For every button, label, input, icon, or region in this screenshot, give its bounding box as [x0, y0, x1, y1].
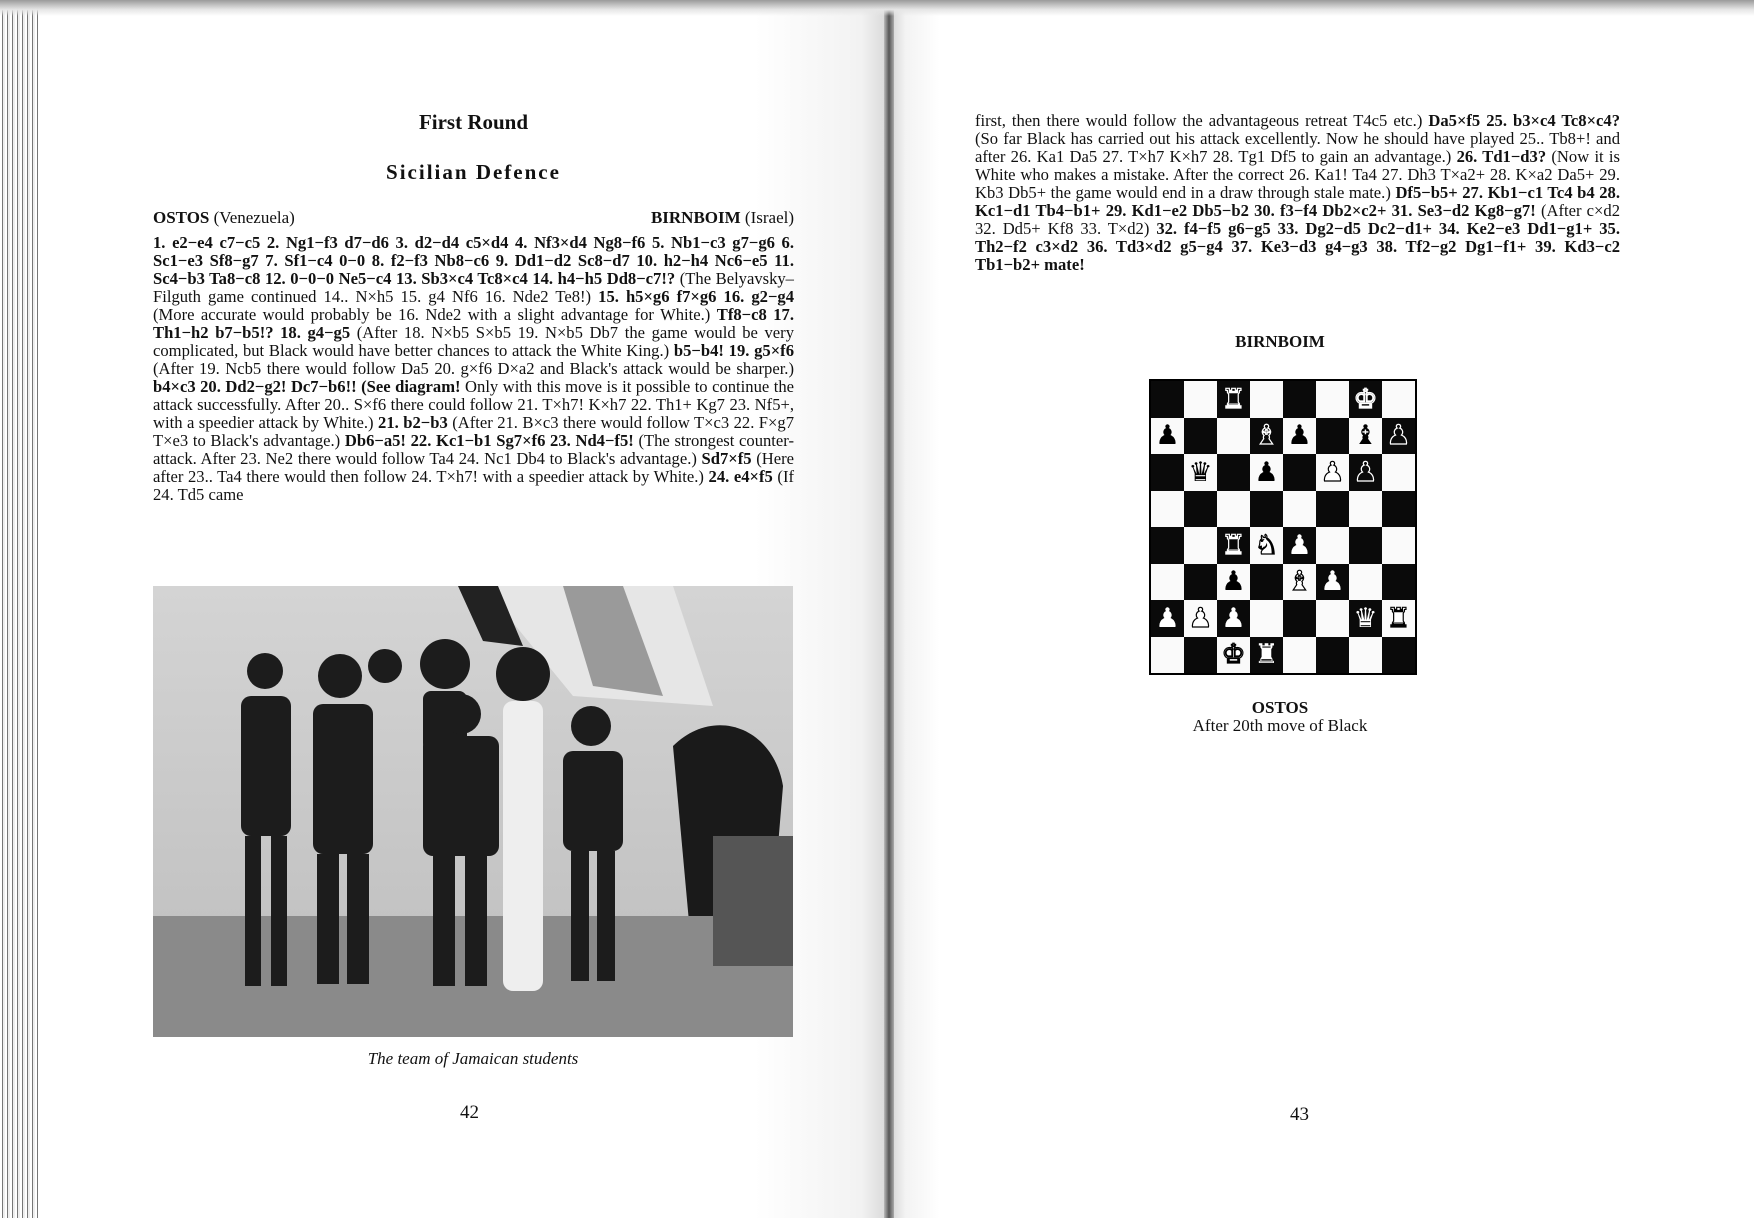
game-annotation-right — [975, 112, 1620, 274]
square-g5 — [1349, 491, 1382, 528]
square-b5 — [1184, 491, 1217, 528]
square-g8 — [1349, 381, 1382, 418]
move-text: Sd7×f5 — [701, 449, 752, 468]
black-player-name: BIRNBOIM — [650, 208, 741, 227]
commentary-text: (So far Black has carried out his attack excellently. Now he should have played 25.. Tb8+! and after 26. Ka1 Da5 27. T×h7 K×h7 28. Tg1 Df5 to gain an advantage.) — [975, 129, 1620, 166]
commentary-text: first, then there would follow the advantageous retreat T4c5 etc.) — [975, 111, 1429, 130]
square-d1 — [1250, 637, 1283, 674]
commentary-text: (After c×d2 32. Dd5+ Kf8 33. T×d2) — [975, 201, 1620, 238]
square-e1 — [1283, 637, 1316, 674]
square-f4 — [1316, 527, 1349, 564]
white-king-icon: ♚ — [1221, 639, 1246, 671]
commentary-text: (After 21. B×c3 there would follow T×c3 22. F×g7 T×e3 to Black's advantage.) — [153, 413, 794, 450]
square-g3 — [1349, 564, 1382, 601]
white-player-country: (Venezuela) — [213, 208, 295, 227]
black-pawn-icon: ♟ — [1155, 420, 1180, 452]
white-bishop-icon: ♝ — [1287, 566, 1312, 598]
square-g6 — [1349, 454, 1382, 491]
black-pawn-icon: ♟ — [1386, 420, 1411, 452]
square-c6 — [1217, 454, 1250, 491]
square-c4 — [1217, 527, 1250, 564]
square-h6 — [1382, 454, 1415, 491]
opening-title: Sicilian Defence — [386, 160, 561, 184]
square-f3 — [1316, 564, 1349, 601]
square-a4 — [1151, 527, 1184, 564]
square-f6 — [1316, 454, 1349, 491]
square-b7 — [1184, 418, 1217, 455]
game-annotation-left — [153, 234, 794, 504]
square-a8 — [1151, 381, 1184, 418]
white-pawn-icon: ♟ — [1320, 566, 1345, 598]
square-d5 — [1250, 491, 1283, 528]
square-f8 — [1316, 381, 1349, 418]
square-d7 — [1250, 418, 1283, 455]
commentary-text: (After 18. N×b5 S×b5 19. N×b5 Db7 the game would be very complicated, but Black would have better chances to attack the White King.) — [153, 323, 794, 360]
black-rook-icon: ♜ — [1221, 529, 1246, 561]
scan-top-shadow — [0, 0, 1754, 16]
white-pawn-icon: ♟ — [1188, 602, 1213, 634]
white-pawn-icon: ♟ — [1221, 602, 1246, 634]
square-e7 — [1283, 418, 1316, 455]
black-queen-icon: ♛ — [1188, 456, 1213, 488]
black-rook-icon: ♜ — [1221, 383, 1246, 415]
square-g2 — [1349, 600, 1382, 637]
white-player — [153, 208, 295, 228]
black-pawn-icon: ♟ — [1287, 420, 1312, 452]
square-g4 — [1349, 527, 1382, 564]
square-b2 — [1184, 600, 1217, 637]
photo-caption: The team of Jamaican students — [367, 1049, 579, 1068]
square-h7 — [1382, 418, 1415, 455]
move-text: Db6−a5! 22. Kc1−b1 Sg7×f6 23. Nd4−f5! — [344, 431, 634, 450]
square-h5 — [1382, 491, 1415, 528]
black-pawn-icon: ♟ — [1254, 456, 1279, 488]
square-c7 — [1217, 418, 1250, 455]
white-rook-icon: ♜ — [1386, 602, 1411, 634]
square-a5 — [1151, 491, 1184, 528]
black-pawn-icon: ♟ — [1221, 566, 1246, 598]
square-c5 — [1217, 491, 1250, 528]
black-bishop-icon: ♝ — [1353, 420, 1378, 452]
square-c8 — [1217, 381, 1250, 418]
page-stack-edge — [0, 0, 38, 1218]
white-pawn-icon: ♟ — [1320, 456, 1345, 488]
square-e5 — [1283, 491, 1316, 528]
square-a7 — [1151, 418, 1184, 455]
players-line — [153, 208, 794, 228]
square-b1 — [1184, 637, 1217, 674]
white-knight-icon: ♞ — [1254, 529, 1279, 561]
page-number-right: 43 — [1290, 1104, 1309, 1125]
square-b6 — [1184, 454, 1217, 491]
move-text: 24. e4×f5 — [708, 467, 773, 486]
square-e3 — [1283, 564, 1316, 601]
white-pawn-icon: ♟ — [1287, 529, 1312, 561]
square-e6 — [1283, 454, 1316, 491]
square-d3 — [1250, 564, 1283, 601]
book-gutter — [884, 0, 894, 1218]
black-king-icon: ♚ — [1353, 383, 1378, 415]
black-player-country: (Israel) — [744, 208, 794, 227]
square-h3 — [1382, 564, 1415, 601]
square-a3 — [1151, 564, 1184, 601]
black-pawn-icon: ♟ — [1353, 456, 1378, 488]
square-h2 — [1382, 600, 1415, 637]
commentary-text: (Now it is White who makes a mistake. After the correct 26. Ka1! Ta4 27. Dh3 T×a2+ 28. K×a2 Da5+ 29. Kb3 Db5+ the game would end in a draw through stale mate.) — [975, 147, 1620, 202]
move-text: 32. f4−f5 g6−g5 33. Dg2−d5 Dc2−d1+ 34. Ke2−e3 Dd1−g1+ 35. Th2−f2 c3×d2 36. Td3×d2 g5−g4 37. Ke3−d3 g4−g3 38. Tf2−g2 Dg1−f1+ 39. Kd3−c2 Tb1−b2+ mate! — [975, 219, 1620, 274]
square-d6 — [1250, 454, 1283, 491]
square-g7 — [1349, 418, 1382, 455]
square-h1 — [1382, 637, 1415, 674]
chess-diagram — [1149, 379, 1417, 675]
square-a6 — [1151, 454, 1184, 491]
commentary-text: Only with this move is it possible to continue the attack successfully. After 20.. S×f6 there could follow 21. T×h7! K×h7 22. Th1+ Kg7 23. Nf5+, with a speedier attack by White.) — [153, 377, 794, 432]
commentary-text: (If 24. Td5 came — [153, 467, 794, 504]
white-pawn-icon: ♟ — [1155, 602, 1180, 634]
diagram-top-player: BIRNBOIM — [1235, 332, 1325, 351]
square-b3 — [1184, 564, 1217, 601]
page-number-left: 42 — [460, 1102, 479, 1123]
move-text: b5−b4! 19. g5×f6 — [673, 341, 794, 360]
white-queen-icon: ♛ — [1353, 602, 1378, 634]
black-player — [651, 208, 794, 228]
team-photo — [153, 586, 793, 1037]
black-bishop-icon: ♝ — [1254, 420, 1279, 452]
diagram-bottom-player: OSTOS — [1251, 698, 1309, 717]
square-g1 — [1349, 637, 1382, 674]
square-c3 — [1217, 564, 1250, 601]
square-a2 — [1151, 600, 1184, 637]
commentary-text: (More accurate would probably be 16. Nde2 with a slight advantage for White.) — [153, 305, 717, 324]
square-d4 — [1250, 527, 1283, 564]
square-e8 — [1283, 381, 1316, 418]
diagram-caption: After 20th move of Black — [1192, 716, 1368, 735]
commentary-text: (After 19. Ncb5 there would follow Da5 20. g×f6 D×a2 and Black's attack would be sharper.) — [153, 359, 794, 378]
move-text: 15. h5×g6 f7×g6 16. g2−g4 — [598, 287, 794, 306]
square-b8 — [1184, 381, 1217, 418]
commentary-text: (The Belyavsky–Filguth game continued 14.. N×h5 15. g4 Nf6 16. Nde2 Te8!) — [153, 269, 794, 306]
commentary-text: (The strongest counter-attack. After 23. Ne2 there would follow Ta4 24. Nc1 Db4 to Black's advantage.) — [153, 431, 795, 468]
square-e4 — [1283, 527, 1316, 564]
move-text: Df5−b5+ 27. Kb1−c1 Tc4 b4 28. Kc1−d1 Tb4−b1+ 29. Kd1−e2 Db5−b2 30. f3−f4 Db2×c2+ 31. Se3−d2 Kg8−g7! — [975, 183, 1621, 220]
white-rook-icon: ♜ — [1254, 639, 1279, 671]
square-h8 — [1382, 381, 1415, 418]
square-d8 — [1250, 381, 1283, 418]
square-a1 — [1151, 637, 1184, 674]
round-heading: First Round — [418, 110, 529, 134]
commentary-text: (Here after 23.. Ta4 there would then follow 24. T×h7! with a speedier attack by White.) — [153, 449, 794, 486]
square-f2 — [1316, 600, 1349, 637]
square-f7 — [1316, 418, 1349, 455]
square-f5 — [1316, 491, 1349, 528]
square-h4 — [1382, 527, 1415, 564]
square-d2 — [1250, 600, 1283, 637]
square-c1 — [1217, 637, 1250, 674]
square-b4 — [1184, 527, 1217, 564]
move-text: 1. e2−e4 c7−c5 2. Ng1−f3 d7−d6 3. d2−d4 c5×d4 4. Nf3×d4 Ng8−f6 5. Nb1−c3 g7−g6 6. Sc1−e3 Sf8−g7 7. Sf1−c4 0−0 8. f2−f3 Nb8−c6 9. Dd1−d2 Sc8−d7 10. h2−h4 Nc6−e5 11. Sc4−b3 Ta8−c8 12. 0−0−0 Ne5−c4 13. Sb3×c4 Tc8×c4 14. h4−h5 Dd8−c7!? — [153, 233, 794, 288]
square-f1 — [1316, 637, 1349, 674]
white-player-name: OSTOS — [153, 208, 210, 227]
move-text: Da5×f5 25. b3×c4 Tc8×c4? — [1428, 111, 1620, 130]
square-e2 — [1283, 600, 1316, 637]
move-text: 21. b2−b3 — [378, 413, 448, 432]
move-text: Tf8−c8 17. Th1−h2 b7−b5!? 18. g4−g5 — [153, 305, 794, 342]
square-c2 — [1217, 600, 1250, 637]
move-text: b4×c3 20. Dd2−g2! Dc7−b6!! (See diagram! — [153, 377, 461, 396]
move-text: 26. Td1−d3? — [1456, 147, 1547, 166]
